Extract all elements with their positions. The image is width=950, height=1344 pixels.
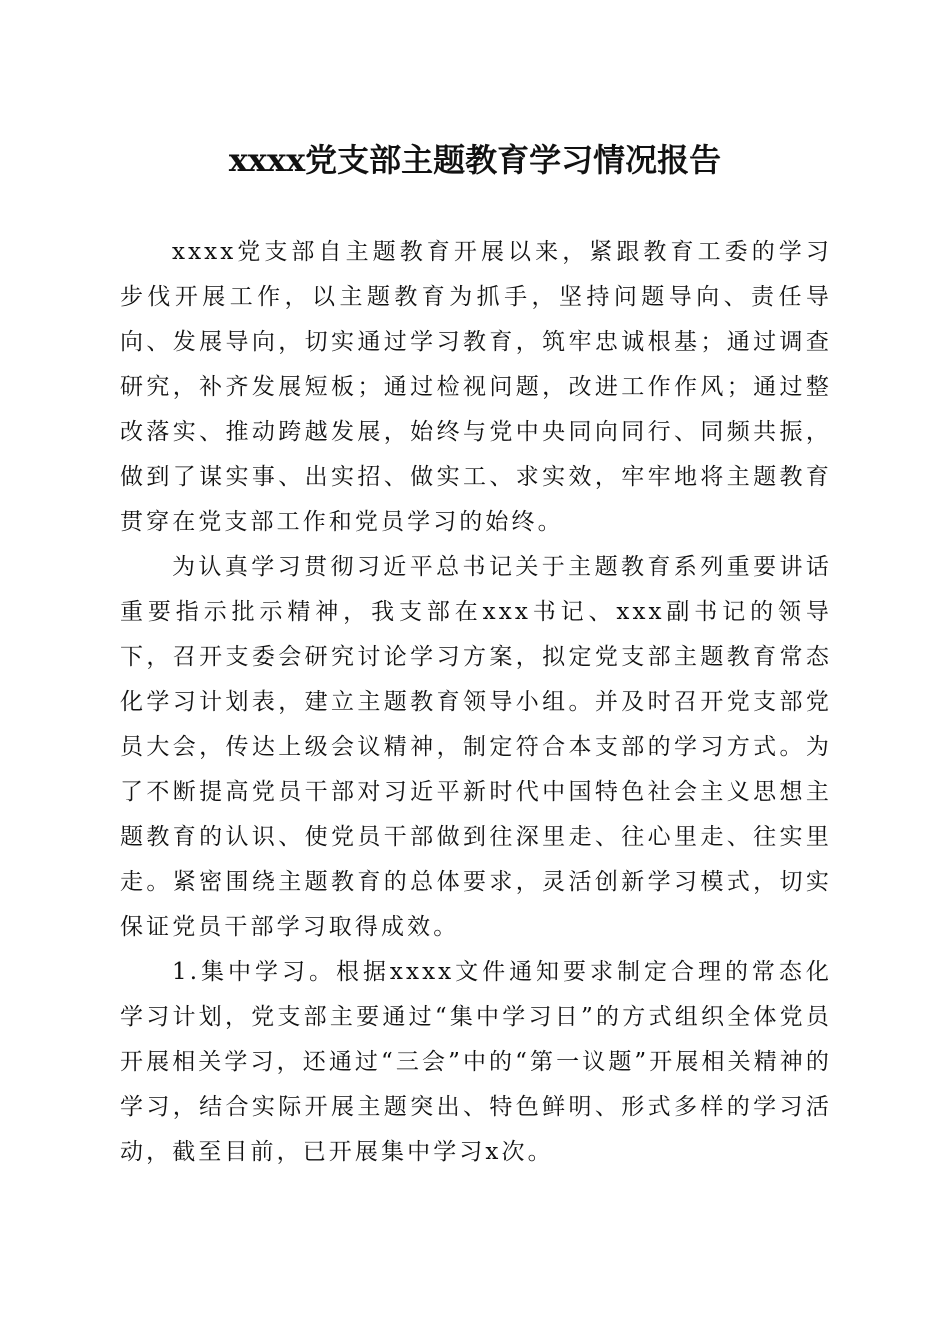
paragraph-implementation: 为认真学习贯彻习近平总书记关于主题教育系列重要讲话重要指示批示精神，我支部在xxx书记、xxx副书记的领导下，召开支委会研究讨论学习方案，拟定党支部主题教育常态化学习计划表，建立主题教育领导小组。并及时召开党支部党员大会，传达上级会议精神，制定符合本支部的学习方式。为了不断提高党员干部对习近平新时代中国特色社会主义思想主题教育的认识、使党员干部做到往深里走、往心里走、往实里走。紧密围绕主题教育的总体要求，灵活创新学习模式，切实保证党员干部学习取得成效。	[120, 554, 832, 940]
paragraph-intro: xxxx党支部自主题教育开展以来，紧跟教育工委的学习步伐开展工作，以主题教育为抓手，坚持问题导向、责任导向、发展导向，切实通过学习教育，筑牢忠诚根基；通过调查研究，补齐发展短板；通过检视问题，改进工作作风；通过整改落实、推动跨越发展，始终与党中央同向同行、同频共振，做到了谋实事、出实招、做实工、求实效，牢牢地将主题教育贯穿在党支部工作和党员学习的始终。	[120, 239, 832, 535]
document-body	[120, 230, 832, 1175]
paragraph-centralized-study: 1.集中学习。根据xxxx文件通知要求制定合理的常态化学习计划，党支部主要通过“集中学习日”的方式组织全体党员开展相关学习，还通过“三会”中的“第一议题”开展相关精神的学习，结合实际开展主题突出、特色鲜明、形式多样的学习活动，截至目前，已开展集中学习x次。	[120, 959, 832, 1165]
document-title: xxxx党支部主题教育学习情况报告	[228, 141, 722, 179]
